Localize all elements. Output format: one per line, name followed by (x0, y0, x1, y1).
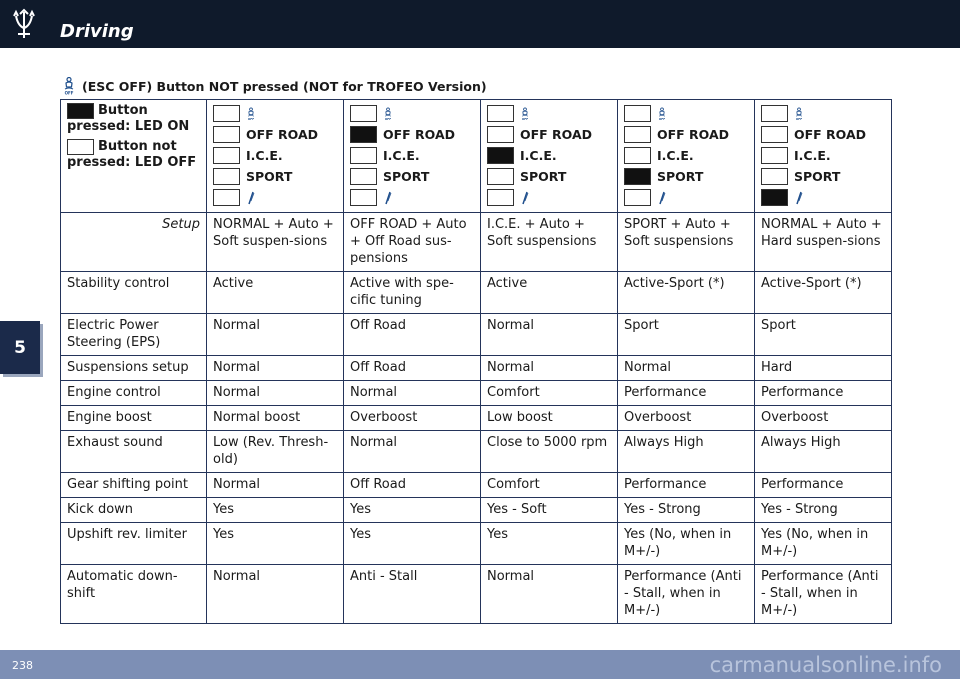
table-cell: Yes (No, when in M+/-) (755, 523, 892, 565)
sport-led-row (350, 166, 474, 187)
manual-led-box (350, 189, 377, 206)
sport-label: SPORT (246, 169, 293, 184)
table-cell: SPORT + Auto + Soft suspensions (618, 213, 755, 272)
table-cell: Always High (618, 431, 755, 473)
esc-led-row (213, 103, 337, 124)
table-row (61, 314, 892, 356)
table-cell: Normal (481, 314, 618, 356)
table-header-row (61, 100, 892, 213)
legend-pressed-text: pressed: LED ON (67, 119, 190, 134)
table-row (61, 473, 892, 498)
esc-led-row (350, 103, 474, 124)
esc-led-box (487, 105, 514, 122)
table-cell: Yes (344, 523, 481, 565)
table-cell: Anti - Stall (344, 565, 481, 624)
mode-indicator-cell (618, 100, 755, 213)
esc-off-icon (657, 107, 667, 121)
ice-led-box (487, 147, 514, 164)
esc-led-row (487, 103, 611, 124)
esc-off-icon (246, 107, 256, 121)
table-row (61, 406, 892, 431)
ice-led-row (761, 145, 885, 166)
row-label: Upshift rev. limiter (61, 523, 207, 565)
paddle-shift-icon (794, 191, 804, 205)
table-cell: Performance (618, 473, 755, 498)
top-header-bar (0, 0, 960, 48)
off-road-led-box (624, 126, 651, 143)
table-cell: Overboost (618, 406, 755, 431)
off-road-led-row (350, 124, 474, 145)
row-label: Gear shifting point (61, 473, 207, 498)
off-road-label: OFF ROAD (383, 127, 456, 142)
table-cell: Close to 5000 rpm (481, 431, 618, 473)
ice-label: I.C.E. (383, 148, 420, 163)
off-road-led-row (213, 124, 337, 145)
table-cell: Yes (207, 523, 344, 565)
table-cell: Comfort (481, 473, 618, 498)
chapter-number: 5 (14, 337, 26, 358)
table-cell: Yes - Strong (618, 498, 755, 523)
sport-led-box (624, 168, 651, 185)
table-cell: NORMAL + Auto + Soft suspen-sions (207, 213, 344, 272)
table-row (61, 356, 892, 381)
off-road-led-row (487, 124, 611, 145)
mode-indicator-cell (207, 100, 344, 213)
manual-led-row (761, 187, 885, 208)
table-cell: Comfort (481, 381, 618, 406)
table-cell: Hard (755, 356, 892, 381)
table-cell: Normal (481, 565, 618, 624)
manual-led-box (487, 189, 514, 206)
ice-led-box (624, 147, 651, 164)
table-cell: Normal (207, 356, 344, 381)
ice-led-row (624, 145, 748, 166)
sport-led-box (350, 168, 377, 185)
manual-led-row (624, 187, 748, 208)
ice-label: I.C.E. (246, 148, 283, 163)
table-cell: Sport (755, 314, 892, 356)
table-cell: Active (481, 272, 618, 314)
table-cell: Low boost (481, 406, 618, 431)
table-cell: NORMAL + Auto + Hard suspen-sions (755, 213, 892, 272)
off-road-led-box (487, 126, 514, 143)
row-label: Electric Power Steering (EPS) (61, 314, 207, 356)
table-cell: Yes (481, 523, 618, 565)
mode-indicator-cell (755, 100, 892, 213)
sport-led-row (761, 166, 885, 187)
sport-led-row (487, 166, 611, 187)
row-label: Automatic down-shift (61, 565, 207, 624)
table-cell: Normal (207, 473, 344, 498)
section-heading (62, 77, 487, 95)
row-label: Engine control (61, 381, 207, 406)
table-cell: Normal (207, 381, 344, 406)
table-cell: I.C.E. + Auto + Soft suspensions (481, 213, 618, 272)
paddle-shift-icon (383, 191, 393, 205)
chapter-tab[interactable] (0, 321, 40, 374)
table-cell: Performance (Anti - Stall, when in M+/-) (618, 565, 755, 624)
table-cell: Overboost (755, 406, 892, 431)
ice-led-box (350, 147, 377, 164)
table-row (61, 213, 892, 272)
table-cell: Normal (481, 356, 618, 381)
table-row (61, 523, 892, 565)
row-label: Exhaust sound (61, 431, 207, 473)
paddle-shift-icon (657, 191, 667, 205)
off-road-label: OFF ROAD (794, 127, 867, 142)
off-road-led-box (213, 126, 240, 143)
off-road-led-row (761, 124, 885, 145)
table-cell: Active-Sport (*) (618, 272, 755, 314)
manual-led-row (213, 187, 337, 208)
sport-label: SPORT (657, 169, 704, 184)
table-cell: Performance (Anti - Stall, when in M+/-) (755, 565, 892, 624)
esc-led-row (624, 103, 748, 124)
watermark: carmanualsonline.info (709, 653, 942, 677)
ice-label: I.C.E. (657, 148, 694, 163)
table-row (61, 272, 892, 314)
sport-label: SPORT (383, 169, 430, 184)
table-cell: Normal (618, 356, 755, 381)
sport-led-row (213, 166, 337, 187)
esc-led-row (761, 103, 885, 124)
legend-pressed: Button (67, 103, 200, 119)
page-number: 238 (12, 659, 33, 672)
driving-modes-table (60, 99, 892, 624)
table-row (61, 565, 892, 624)
manual-led-row (350, 187, 474, 208)
row-label: Suspensions setup (61, 356, 207, 381)
sport-label: SPORT (520, 169, 567, 184)
sport-led-box (213, 168, 240, 185)
esc-off-icon (62, 77, 76, 95)
esc-off-icon (794, 107, 804, 121)
ice-led-row (487, 145, 611, 166)
table-cell: Yes - Soft (481, 498, 618, 523)
ice-led-box (213, 147, 240, 164)
table-cell: Active (207, 272, 344, 314)
legend-cell (61, 100, 207, 213)
row-label: Stability control (61, 272, 207, 314)
table-row (61, 498, 892, 523)
ice-led-row (350, 145, 474, 166)
manual-led-box (624, 189, 651, 206)
table-cell: Normal (207, 314, 344, 356)
ice-led-box (761, 147, 788, 164)
row-label: Setup (61, 213, 207, 272)
sport-led-box (761, 168, 788, 185)
table-cell: Performance (618, 381, 755, 406)
table-cell: Overboost (344, 406, 481, 431)
esc-led-box (624, 105, 651, 122)
esc-led-box (350, 105, 377, 122)
off-road-led-box (761, 126, 788, 143)
manual-led-box (761, 189, 788, 206)
manual-led-row (487, 187, 611, 208)
off-road-label: OFF ROAD (520, 127, 593, 142)
led-on-swatch (67, 103, 94, 119)
ice-label: I.C.E. (794, 148, 831, 163)
table-cell: Active with spe-cific tuning (344, 272, 481, 314)
sport-led-row (624, 166, 748, 187)
ice-label: I.C.E. (520, 148, 557, 163)
paddle-shift-icon (520, 191, 530, 205)
esc-led-box (213, 105, 240, 122)
table-cell: Performance (755, 381, 892, 406)
off-road-label: OFF ROAD (657, 127, 730, 142)
legend-not-pressed: Button not (67, 139, 200, 155)
trident-icon (6, 8, 42, 42)
table-cell: Normal (207, 565, 344, 624)
table-cell: Low (Rev. Thresh-old) (207, 431, 344, 473)
table-cell: Normal boost (207, 406, 344, 431)
table-row (61, 381, 892, 406)
paddle-shift-icon (246, 191, 256, 205)
table-cell: Performance (755, 473, 892, 498)
mode-indicator-cell (344, 100, 481, 213)
table-cell: Off Road (344, 473, 481, 498)
off-road-label: OFF ROAD (246, 127, 319, 142)
esc-off-icon (520, 107, 530, 121)
table-cell: Yes (No, when in M+/-) (618, 523, 755, 565)
table-cell: Yes (344, 498, 481, 523)
table-cell: Normal (344, 431, 481, 473)
section-title: (ESC OFF) Button NOT pressed (NOT for TROFEO Version) (82, 78, 487, 94)
table-cell: Sport (618, 314, 755, 356)
table-row (61, 431, 892, 473)
manual-led-box (213, 189, 240, 206)
ice-led-row (213, 145, 337, 166)
off-road-led-row (624, 124, 748, 145)
sport-label: SPORT (794, 169, 841, 184)
table-cell: Yes (207, 498, 344, 523)
table-cell: Normal (344, 381, 481, 406)
esc-led-box (761, 105, 788, 122)
table-cell: Yes - Strong (755, 498, 892, 523)
esc-off-icon (383, 107, 393, 121)
table-cell: Active-Sport (*) (755, 272, 892, 314)
led-off-swatch (67, 139, 94, 155)
row-label: Kick down (61, 498, 207, 523)
table-cell: Always High (755, 431, 892, 473)
table-cell: Off Road (344, 356, 481, 381)
row-label: Engine boost (61, 406, 207, 431)
chapter-title: Driving (60, 21, 134, 42)
footer-bar (0, 650, 960, 679)
table-cell: Off Road (344, 314, 481, 356)
table-cell: OFF ROAD + Auto + Off Road sus-pensions (344, 213, 481, 272)
off-road-led-box (350, 126, 377, 143)
sport-led-box (487, 168, 514, 185)
mode-indicator-cell (481, 100, 618, 213)
legend-not-pressed-text: pressed: LED OFF (67, 155, 197, 170)
